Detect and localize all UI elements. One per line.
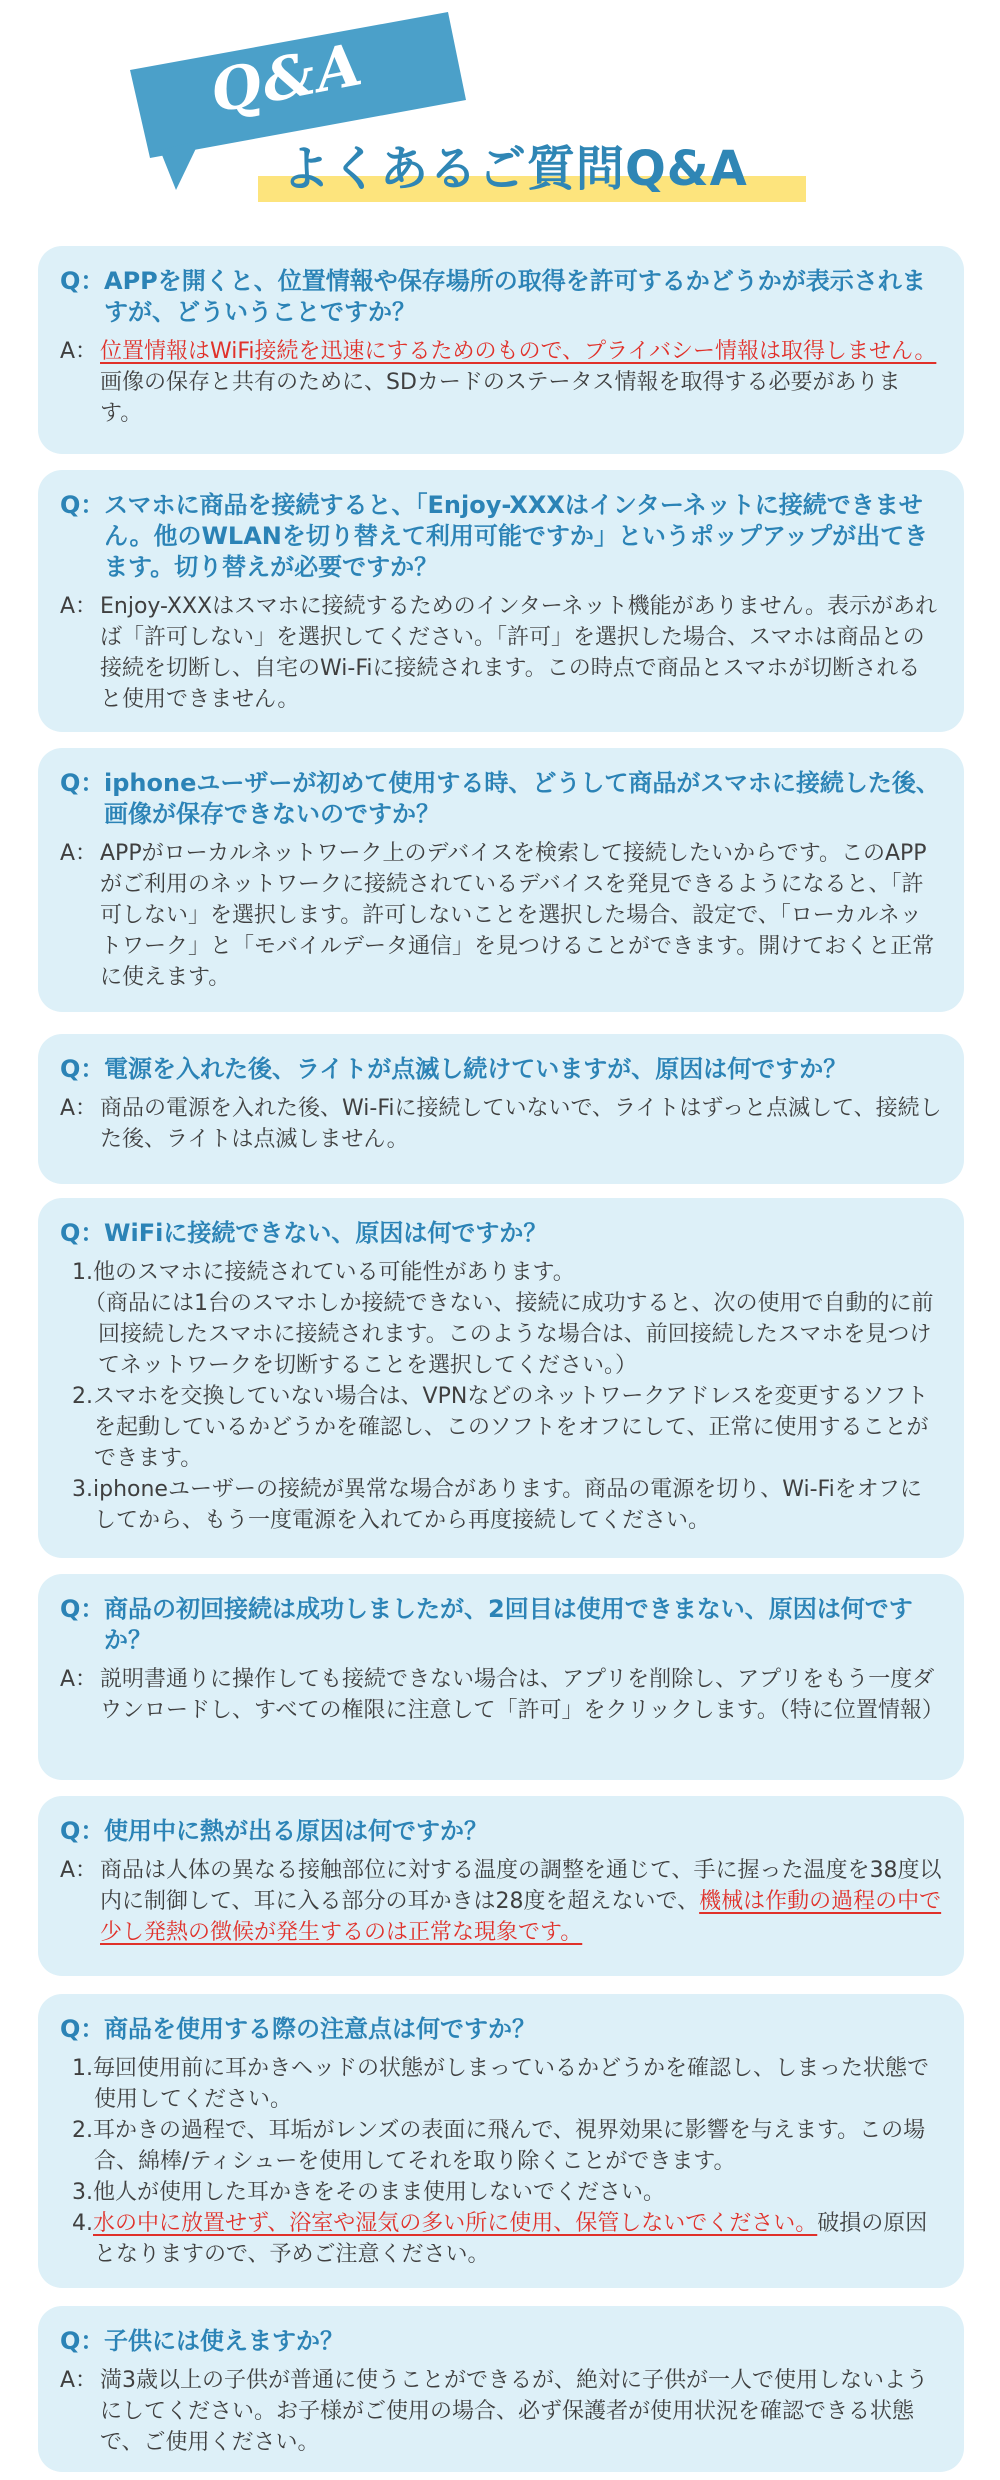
faq-card [38,1796,964,1976]
qa-badge-label: Q&A [204,29,369,127]
faq-answer: A： 満3歳以上の子供が普通に使うことができるが、絶対に子供が一人で使用しないようにしてください。お子様がご使用の場合、必ず保護者が使用状況を確認できる状態で、ご使用ください。 [60,2368,928,2455]
page-header [0,0,1000,230]
answer-emphasis: 水の中に放置せず、浴室や湿気の多い所に使用、保管しないでください。 [93,2211,818,2236]
list-item: 4.水の中に放置せず、浴室や湿気の多い所に使用、保管しないでください。破損の原因となりますので、予めご注意ください。 [72,2211,928,2267]
faq-question: Q： スマホに商品を接続すると、「Enjoy-XXXはインターネットに接続できません。他のWLANを切り替えて利用可能ですか」というポップアップが出てきます。切り替えが必要ですか？ [60,491,929,581]
faq-answer: A： 商品は人体の異なる接触部位に対する温度の調整を通じて、手に握った温度を38度以内に制御して、耳に入る部分の耳かきは28度を超えないで、機械は作動の過程の中で少し発熱の徴候が発生するのは正常な現象です。 [60,1858,942,1945]
faq-answer: A： APPがローカルネットワーク上のデバイスを検索して接続したいからです。このAPPがご利用のネットワークに接続されているデバイスを発見できるようになると、「許可しない」を選択します。許可しないことを選択した場合、設定で、「ローカルネットワーク」と「モバイルデータ通信」を見つけることができます。開けておくと正常に使えます。 [60,841,935,990]
list-item: 2.耳かきの過程で、耳垢がレンズの表面に飛んで、視界効果に影響を与えます。この場合、綿棒/ティシューを使用してそれを取り除くことができます。 [72,2118,926,2174]
faq-answer: A： 説明書通りに操作しても接続できない場合は、アプリを削除し、アプリをもう一度ダウンロードし、すべての権限に注意して「許可」をクリックします。（特に位置情報） [60,1667,944,1723]
faq-question: Q： 子供には使えますか？ [60,2327,344,2355]
list-item: 3.iphoneユーザーの接続が異常な場合があります。商品の電源を切り、Wi-Fiをオフにしてから、もう一度電源を入れてから再度接続してください。 [72,1477,923,1533]
list-item: （商品には1台のスマホしか接続できない、接続に成功すると、次の使用で自動的に前回接続したスマホに接続されます。このような場合は、前回接続したスマホを見つけてネットワークを切断することを選択してください。） [84,1291,934,1378]
list-item: 3.他人が使用した耳かきをそのまま使用しないでください。 [72,2180,665,2205]
answer-emphasis: 機械は作動の過程の中で少し発熱の徴候が発生するのは正常な現象です。 [100,1889,942,1945]
faq-card [38,1034,964,1184]
faq-question: Q： 商品の初回接続は成功しましたが、2回目は使用できまない、原因は何ですか？ [60,1595,913,1654]
faq-question: Q： iphoneユーザーが初めて使用する時、どうして商品がスマホに接続した後、画像が保存できないのですか？ [60,769,940,828]
faq-card [38,1994,964,2288]
list-item: 1.毎回使用前に耳かきヘッドの状態がしまっているかどうかを確認し、しまった状態で使用してください。 [72,2056,929,2112]
faq-answer: A： Enjoy-XXXはスマホに接続するためのインターネット機能がありません。表示があれば「許可しない」を選択してください。「許可」を選択した場合、スマホは商品との接続を切断し、自宅のWi-Fiに接続されます。この時点で商品とスマホが切断されると使用できません。 [60,594,938,712]
faq-question: Q： 電源を入れた後、ライトが点滅し続けていますが、原因は何ですか？ [60,1055,848,1083]
faq-answer-list [60,2053,942,2270]
faq-answer: A： 位置情報はWiFi接続を迅速にするためのもので、プライバシー情報は取得しません。画像の保存と共有のために、SDカードのステータス情報を取得する必要があります。 [60,339,937,426]
faq-answer-list [60,1257,942,1536]
faq-card [38,470,964,732]
faq-card [38,246,964,454]
faq-card [38,2306,964,2472]
faq-card [38,1574,964,1780]
answer-emphasis: 位置情報はWiFi接続を迅速にするためのもので、プライバシー情報は取得しません。 [100,339,937,364]
faq-question: Q： 使用中に熱が出る原因は何ですか？ [60,1817,488,1845]
faq-question: Q： 商品を使用する際の注意点は何ですか？ [60,2015,536,2043]
page-title: よくあるご質問Q&A [282,141,748,197]
faq-question: Q： APPを開くと、位置情報や保存場所の取得を許可するかどうかが表示されますが、どういうことですか？ [60,267,926,326]
list-item: 2.スマホを交換していない場合は、VPNなどのネットワークアドレスを変更するソフトを起動しているかどうかを確認し、このソフトをオフにして、正常に使用することができます。 [72,1384,929,1471]
list-item: 1.他のスマホに接続されている可能性があります。 [72,1260,575,1285]
faq-answer: A： 商品の電源を入れた後、Wi-Fiに接続していないで、ライトはずっと点滅して、接続した後、ライトは点滅しません。 [60,1096,942,1152]
faq-question: Q： WiFiに接続できない、原因は何ですか？ [60,1219,548,1247]
faq-card [38,1198,964,1558]
faq-card [38,748,964,1012]
